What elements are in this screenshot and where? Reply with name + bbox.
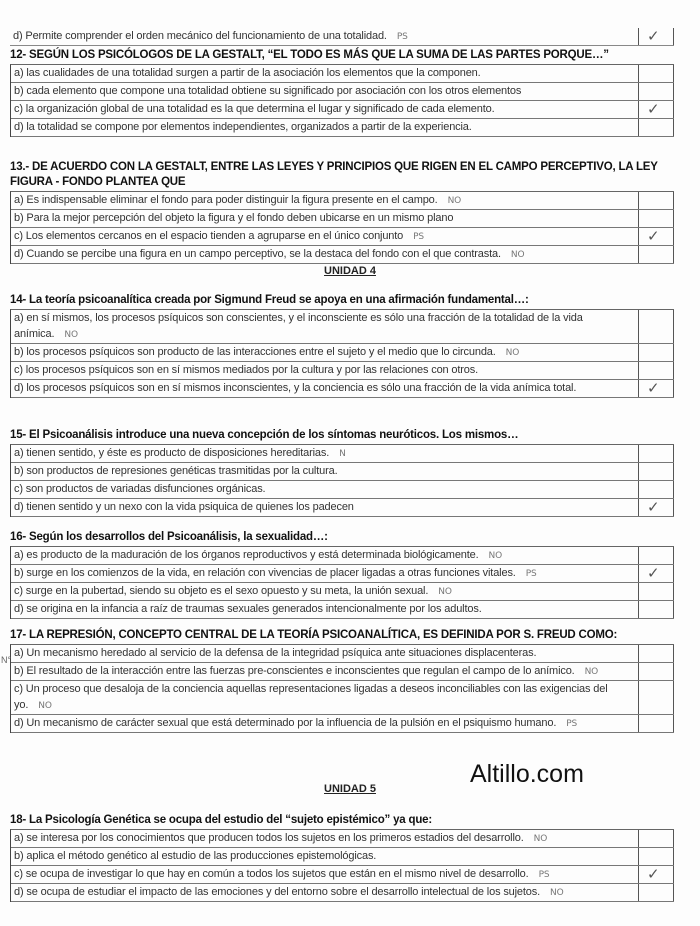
answer-check-cell[interactable] bbox=[638, 601, 674, 618]
answer-table bbox=[10, 64, 674, 137]
question-heading: 18- La Psicología Genética se ocupa del estudio del “sujeto epistémico” ya que: bbox=[10, 814, 432, 826]
answer-check-cell[interactable] bbox=[638, 866, 674, 883]
answer-text bbox=[11, 663, 638, 680]
answer-label: c) surge en la pubertad, siendo su objeto es el sexo opuesto y su meta, la unión sexual. bbox=[14, 585, 429, 597]
answer-row bbox=[11, 445, 674, 463]
question-q15 bbox=[10, 428, 674, 517]
answer-check-cell[interactable] bbox=[638, 65, 674, 82]
answer-check-cell[interactable] bbox=[638, 547, 674, 564]
answer-label: b) Para la mejor percepción del objeto la figura y el fondo deben ubicarse en un mismo plano bbox=[14, 212, 454, 224]
answer-label: c) la organización global de una totalidad es la que determina el lugar y significado de cada elemento. bbox=[14, 103, 495, 115]
question-heading: 14- La teoría psicoanalítica creada por Sigmund Freud se apoya en una afirmación fundamental…: bbox=[10, 294, 529, 306]
answer-label: d) Cuando se percibe una figura en un campo perceptivo, se la destaca del fondo con el que contrasta. bbox=[14, 248, 501, 260]
answer-label: a) Es indispensable eliminar el fondo para poder distinguir la figura presente en el campo. bbox=[14, 194, 438, 206]
answer-row bbox=[11, 663, 674, 681]
handwritten-note: NO bbox=[38, 701, 52, 711]
answer-check-cell[interactable] bbox=[638, 362, 674, 379]
answer-row bbox=[11, 246, 674, 264]
answer-check-cell[interactable] bbox=[638, 83, 674, 100]
handwritten-note: NO bbox=[488, 551, 503, 561]
answer-text bbox=[11, 715, 638, 732]
handwritten-note: PS bbox=[538, 870, 550, 880]
answer-check-cell[interactable] bbox=[638, 28, 674, 45]
answer-label: c) Un proceso que desaloja de la conciencia aquellas representaciones ligadas a deseos inconciliables con las exigencias del yo. bbox=[14, 683, 608, 711]
answer-text bbox=[11, 481, 638, 498]
checkmark-icon: ✓ bbox=[647, 28, 660, 45]
answer-label: d) se origina en la infancia a raíz de traumas sexuales generados intencionalmente por los adultos. bbox=[14, 603, 482, 615]
answer-check-cell[interactable] bbox=[638, 481, 674, 498]
answer-label: d) Permite comprender el orden mecánico del funcionamiento de una totalidad. bbox=[13, 30, 387, 42]
answer-text bbox=[11, 463, 638, 480]
handwritten-note: NO bbox=[510, 250, 525, 260]
answer-label: b) El resultado de la interacción entre las fuerzas pre-conscientes e inconscientes que regulan el campo de lo anímico. bbox=[14, 665, 575, 677]
answer-text bbox=[11, 83, 638, 100]
answer-label: a) las cualidades de una totalidad surgen a partir de la asociación los elementos que la componen. bbox=[14, 67, 481, 79]
answer-text bbox=[11, 866, 638, 883]
answer-check-cell[interactable] bbox=[638, 192, 674, 209]
handwritten-note: PS bbox=[566, 719, 578, 729]
answer-row bbox=[11, 565, 674, 583]
answer-text bbox=[11, 884, 638, 901]
question-heading: 16- Según los desarrollos del Psicoanálisis, la sexualidad…: bbox=[10, 531, 328, 543]
answer-check-cell[interactable] bbox=[638, 663, 674, 680]
answer-label: c) los procesos psíquicos son en sí mismos mediados por la cultura y por las relaciones con otros. bbox=[14, 364, 479, 376]
answer-check-cell[interactable] bbox=[638, 463, 674, 480]
handwritten-note: NO bbox=[505, 348, 520, 358]
answer-text bbox=[11, 848, 638, 865]
answer-row bbox=[11, 192, 674, 210]
handwritten-note: NO bbox=[584, 667, 599, 677]
answer-label: a) es producto de la maduración de los órganos reproductivos y está determinada biológicamente. bbox=[14, 549, 479, 561]
answer-table bbox=[10, 309, 674, 398]
answer-check-cell[interactable] bbox=[638, 101, 674, 118]
answer-label: b) cada elemento que compone una totalidad obtiene su significado por asociación con los otros elementos bbox=[14, 85, 522, 97]
answer-row bbox=[11, 228, 674, 246]
answer-text bbox=[11, 210, 638, 227]
answer-check-cell[interactable] bbox=[638, 565, 674, 582]
answer-row bbox=[11, 866, 674, 884]
answer-text bbox=[11, 499, 638, 516]
answer-label: c) se ocupa de investigar lo que hay en común a todos los sujetos que están en el mismo nivel de desarrollo. bbox=[14, 868, 529, 880]
question-q14 bbox=[10, 293, 674, 398]
question-q17 bbox=[10, 628, 674, 733]
answer-row bbox=[11, 547, 674, 565]
handwritten-note: NO bbox=[64, 330, 78, 340]
question-q13 bbox=[10, 160, 674, 264]
answer-text bbox=[11, 830, 638, 847]
handwritten-note: NO bbox=[447, 196, 462, 206]
handwritten-note: NO bbox=[550, 888, 564, 898]
handwritten-note: PS bbox=[413, 232, 424, 242]
answer-label: d) Un mecanismo de carácter sexual que está determinado por la influencia de la pulsión en el psiquismo humano. bbox=[14, 717, 557, 729]
answer-label: a) se interesa por los conocimientos que producen todos los sujetos en los primeros estadios del desarrollo. bbox=[14, 832, 524, 844]
answer-row bbox=[11, 210, 674, 228]
answer-check-cell[interactable] bbox=[638, 210, 674, 227]
answer-table bbox=[10, 444, 674, 517]
answer-text bbox=[11, 344, 638, 361]
answer-row bbox=[11, 83, 674, 101]
answer-text bbox=[11, 380, 638, 397]
answer-check-cell[interactable] bbox=[638, 583, 674, 600]
answer-text bbox=[11, 645, 638, 662]
answer-label: a) Un mecanismo heredado al servicio de la defensa de la integridad psíquica ante situaciones displacenteras. bbox=[14, 647, 537, 659]
answer-text bbox=[11, 681, 638, 714]
answer-check-cell[interactable] bbox=[638, 246, 674, 263]
answer-row bbox=[11, 362, 674, 380]
checkmark-icon: ✓ bbox=[647, 228, 660, 245]
answer-check-cell[interactable] bbox=[638, 380, 674, 397]
answer-label: c) Los elementos cercanos en el espacio tienden a agruparse en el único conjunto bbox=[14, 230, 404, 242]
answer-label: d) la totalidad se compone por elementos independientes, organizados a partir de la experiencia. bbox=[14, 121, 472, 133]
answer-text bbox=[11, 565, 638, 582]
answer-text bbox=[11, 119, 638, 136]
answer-label: b) aplica el método genético al estudio de las producciones epistemológicas. bbox=[14, 850, 377, 862]
answer-table bbox=[10, 644, 674, 733]
answer-text bbox=[11, 445, 638, 462]
answer-table bbox=[10, 28, 674, 46]
previous-question-tail bbox=[10, 28, 674, 46]
answer-label: b) surge en los comienzos de la vida, en relación con vivencias de placer ligadas a otras funciones vitales. bbox=[14, 567, 516, 579]
watermark-logo: Altillo.com bbox=[470, 760, 584, 788]
handwritten-note: PS bbox=[525, 569, 537, 579]
answer-row bbox=[11, 830, 674, 848]
answer-text bbox=[11, 101, 638, 118]
answer-check-cell[interactable] bbox=[638, 830, 674, 847]
answer-check-cell[interactable] bbox=[638, 445, 674, 462]
answer-check-cell[interactable] bbox=[638, 344, 674, 361]
handwritten-note: NO bbox=[533, 834, 548, 844]
question-heading: 17- LA REPRESIÓN, CONCEPTO CENTRAL DE LA TEORÍA PSICOANALÍTICA, ES DEFINIDA POR S. FREUD COMO: bbox=[10, 629, 618, 641]
answer-text bbox=[11, 362, 638, 379]
handwritten-note: N bbox=[339, 449, 346, 459]
answer-row bbox=[10, 28, 674, 46]
question-q16 bbox=[10, 530, 674, 619]
answer-label: d) tienen sentido y un nexo con la vida psiquica de quienes los padecen bbox=[14, 501, 354, 513]
answer-row bbox=[11, 65, 674, 83]
answer-text bbox=[11, 310, 638, 343]
answer-row bbox=[11, 481, 674, 499]
answer-row bbox=[11, 848, 674, 866]
checkmark-icon: ✓ bbox=[647, 565, 660, 582]
answer-label: d) los procesos psíquicos son en sí mismos inconscientes, y la conciencia es sólo una fracción de la vida anímica total. bbox=[14, 382, 577, 394]
answer-check-cell[interactable] bbox=[638, 119, 674, 136]
answer-text bbox=[10, 28, 638, 45]
answer-text bbox=[11, 192, 638, 209]
handwritten-note: NO bbox=[438, 587, 452, 597]
answer-row bbox=[11, 884, 674, 902]
answer-row bbox=[11, 583, 674, 601]
answer-table bbox=[10, 546, 674, 619]
answer-check-cell[interactable] bbox=[638, 499, 674, 516]
answer-label: b) son productos de represiones genéticas trasmitidas por la cultura. bbox=[14, 465, 338, 477]
answer-row bbox=[11, 344, 674, 362]
checkmark-icon: ✓ bbox=[647, 499, 660, 516]
answer-row bbox=[11, 310, 674, 344]
question-heading: 12- SEGÚN LOS PSICÓLOGOS DE LA GESTALT, “EL TODO ES MÁS QUE LA SUMA DE LAS PARTES PORQUE…” bbox=[10, 49, 609, 61]
answer-text bbox=[11, 547, 638, 564]
answer-table bbox=[10, 829, 674, 902]
answer-row bbox=[11, 119, 674, 137]
answer-check-cell[interactable] bbox=[638, 228, 674, 245]
answer-check-cell[interactable] bbox=[638, 884, 674, 901]
answer-check-cell[interactable] bbox=[638, 645, 674, 662]
answer-row bbox=[11, 463, 674, 481]
answer-text bbox=[11, 601, 638, 618]
answer-row bbox=[11, 715, 674, 733]
unit-heading-5: UNIDAD 5 bbox=[324, 783, 376, 795]
answer-text bbox=[11, 246, 638, 263]
unit-heading-4: UNIDAD 4 bbox=[324, 265, 376, 277]
answer-label: a) tienen sentido, y éste es producto de disposiciones hereditarias. bbox=[14, 447, 330, 459]
answer-check-cell[interactable] bbox=[638, 681, 674, 714]
margin-note: N° bbox=[1, 655, 12, 665]
question-heading: 13.- DE ACUERDO CON LA GESTALT, ENTRE LAS LEYES Y PRINCIPIOS QUE RIGEN EN EL CAMPO PERCEPTIVO, LA LEY FIGURA - FONDO PLANTEA QUE bbox=[10, 161, 658, 188]
handwritten-note: PS bbox=[396, 32, 408, 42]
answer-text bbox=[11, 65, 638, 82]
answer-table bbox=[10, 191, 674, 264]
answer-label: c) son productos de variadas disfunciones orgánicas. bbox=[14, 483, 266, 495]
question-heading: 15- El Psicoanálisis introduce una nueva concepción de los síntomas neuróticos. Los mismos… bbox=[10, 429, 519, 441]
answer-row bbox=[11, 499, 674, 517]
answer-row bbox=[11, 601, 674, 619]
answer-label: d) se ocupa de estudiar el impacto de las emociones y del entorno sobre el desarrollo intelectual de los sujetos. bbox=[14, 886, 541, 898]
answer-check-cell[interactable] bbox=[638, 715, 674, 732]
checkmark-icon: ✓ bbox=[647, 101, 660, 118]
answer-text bbox=[11, 228, 638, 245]
question-q18 bbox=[10, 813, 674, 902]
answer-row bbox=[11, 101, 674, 119]
answer-check-cell[interactable] bbox=[638, 310, 674, 343]
answer-check-cell[interactable] bbox=[638, 848, 674, 865]
answer-row bbox=[11, 645, 674, 663]
answer-row bbox=[11, 681, 674, 715]
answer-text bbox=[11, 583, 638, 600]
checkmark-icon: ✓ bbox=[647, 866, 660, 883]
answer-label: a) en sí mismos, los procesos psíquicos son conscientes, y el inconsciente es sólo una fracción de la totalidad de la vida anímica. bbox=[14, 312, 583, 340]
question-q12 bbox=[10, 48, 674, 137]
answer-label: b) los procesos psíquicos son producto de las interacciones entre el sujeto y el medio que lo circunda. bbox=[14, 346, 496, 358]
checkmark-icon: ✓ bbox=[647, 380, 660, 397]
answer-row bbox=[11, 380, 674, 398]
